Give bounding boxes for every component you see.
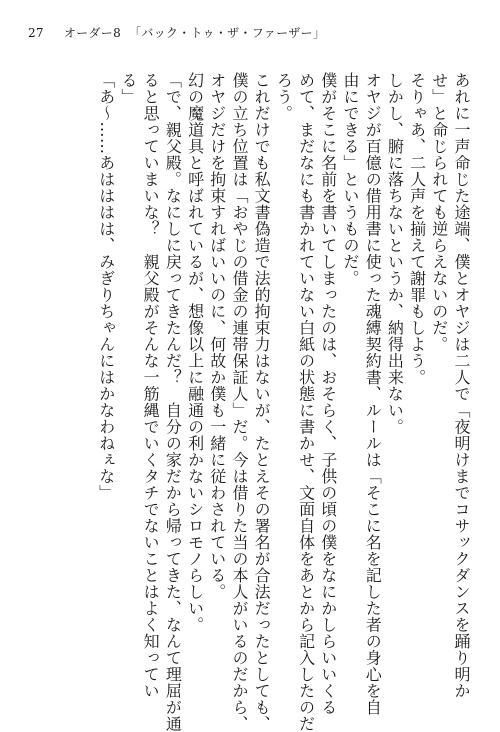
text-column-15: ると思っていまいな？ 親父殿がそんな一筋縄でいくタチでないことはよく知ってい <box>141 72 161 699</box>
running-header <box>28 26 325 40</box>
text-column-5: オヤジが百億の借用書に使った魂縛契約書、ルールは「そこに名を記した者の身心を自 <box>363 72 383 716</box>
text-column-12: オヤジだけを拘束すればいいのに、何故か僕も一緒に従わされている。 <box>207 72 227 600</box>
text-column-3: そりゃあ、二人声を揃えて謝罪もしよう。 <box>407 72 427 386</box>
text-column-2: せ」と命じられても逆らえないのだ。 <box>429 72 449 353</box>
chapter-label: オーダー8 <box>63 26 122 40</box>
text-column-7: 僕がそこに名前を書いてしまったのは、おそらく、子供の頃の僕をなにかしらいいくる <box>318 72 338 716</box>
text-column-11: 僕の立ち位置は「おやじの借金の連帯保証人」だ。今は借りた当の本人がいるのだから、 <box>229 72 249 732</box>
page-number: 27 <box>28 26 44 40</box>
text-column-4: しかし、腑に落ちないというか、納得出来ない。 <box>385 72 405 435</box>
chapter-title: 「バック・トゥ・ザ・ファーザー」 <box>129 26 326 40</box>
text-column-8: めて、まだなにも書かれていない白紙の状態に書かせ、文面自体をあとから記入したのだ <box>296 72 316 732</box>
text-column-13: 幻の魔道具と呼ばれているが、想像以上に融通の利かないシロモノらしい。 <box>185 72 205 633</box>
text-column-10: これだけでも私文書偽造で法的拘束力はないが、たとえその署名が合法だったとしても、 <box>252 72 272 732</box>
text-column-6: 由にできる」というものだ。 <box>340 72 360 287</box>
text-column-9: ろう。 <box>274 72 294 122</box>
text-column-1: あれに一声命じた途端、僕とオヤジは二人で「夜明けまでコサックダンスを踊り明か <box>452 72 471 699</box>
text-column-14: 「で、親父殿。なにしに戻ってきたんだ？ 自分の家だから帰ってきた、なんて理屈が通 <box>163 72 183 732</box>
text-column-16: る」 <box>118 72 138 105</box>
text-column-17: 「あ〜……あはははは、みぎりちゃんにはかなわねぇな」 <box>96 72 116 501</box>
body-text <box>95 72 472 732</box>
